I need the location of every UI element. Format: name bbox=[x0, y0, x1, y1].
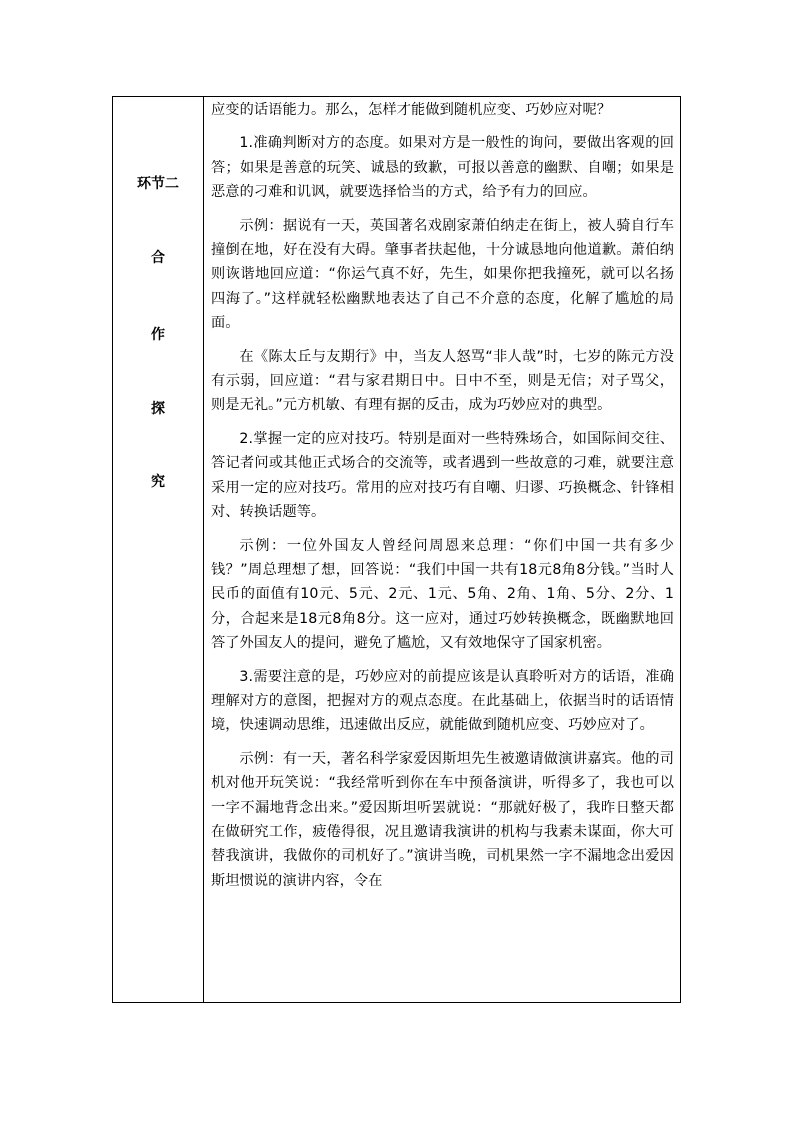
paragraph-example-4: 示例：有一天，著名科学家爱因斯坦先生被邀请做演讲嘉宾。他的司机对他开玩笑说：“我经常听到你在车中预备演讲，听得多了，我也可以一字不漏地背念出来。”爱因斯坦听罢就说：“那就好极了，我昨日整天都在做研究工作，疲倦得很，况且邀请我演讲的机构与我素未谋面，你大可替我演讲，我做你的司机好了。”演讲当晚，司机果然一字不漏地念出爱因斯坦惯说的演讲内容，令在 bbox=[211, 750, 674, 889]
paragraph-point-1: 1.准确判断对方的态度。如果对方是一般性的询问，要做出客观的回答；如果是善意的玩笑、诚恳的致歉，可报以善意的幽默、自嘲；如果是恶意的刁难和讥讽，就要选择恰当的方式，给予有力的回应。 bbox=[211, 135, 674, 201]
paragraph-example-1: 示例：据说有一天，英国著名戏剧家萧伯纳走在街上，被人骑自行车撞倒在地，好在没有大碍。肇事者扶起他，十分诚恳地向他道歉。萧伯纳则诙谐地回应道：“你运气真不好，先生，如果你把我撞死，就可以名扬四海了。”这样就轻松幽默地表达了自己不介意的态度，化解了尴尬的局面。 bbox=[211, 217, 674, 332]
paragraph-example-3: 示例：一位外国友人曾经问周恩来总理：“你们中国一共有多少钱？”周总理想了想，回答说：“我们中国一共有18元8角8分钱。”当时人民币的面值有10元、5元、2元、1元、5角、2角、1角、5分、2分、1分，合起来是18元8角8分。这一应对，通过巧妙转换概念，既幽默地回答了外国友人的提问，避免了尴尬，又有效地保守了国家机密。 bbox=[211, 537, 674, 652]
vertical-char-1: 合 bbox=[151, 250, 165, 266]
section-title: 环节二 bbox=[137, 176, 179, 192]
paragraph-point-2: 2.掌握一定的应对技巧。特别是面对一些特殊场合，如国际间交往、答记者问或其他正式场合的交流等，或者遇到一些故意的刁难，就要注意采用一定的应对技巧。常用的应对技巧有自嘲、归谬、巧换概念、针锋相对、转换话题等。 bbox=[211, 430, 674, 521]
lesson-table bbox=[112, 96, 681, 1003]
paragraph-point-3: 3.需要注意的是，巧妙应对的前提应该是认真聆听对方的话语，准确理解对方的意图，把握对方的观点态度。在此基础上，依据当时的话语情境，快速调动思维，迅速做出反应，就能做到随机应变、巧妙应对了。 bbox=[211, 668, 674, 734]
vertical-char-3: 探 bbox=[151, 401, 165, 417]
section-label-column bbox=[113, 97, 204, 1002]
vertical-char-4: 究 bbox=[151, 474, 165, 490]
paragraph-intro: 应变的话语能力。那么，怎样才能做到随机应变、巧妙应对呢？ bbox=[211, 102, 612, 118]
vertical-char-2: 作 bbox=[151, 327, 165, 343]
content-column bbox=[205, 97, 680, 1002]
paragraph-example-2: 在《陈太丘与友期行》中，当友人怒骂“非人哉”时，七岁的陈元方没有示弱，回应道：“君与家君期日中。日中不至，则是无信；对子骂父，则是无礼。”元方机敏、有理有据的反击，成为巧妙应对的典型。 bbox=[211, 348, 674, 414]
